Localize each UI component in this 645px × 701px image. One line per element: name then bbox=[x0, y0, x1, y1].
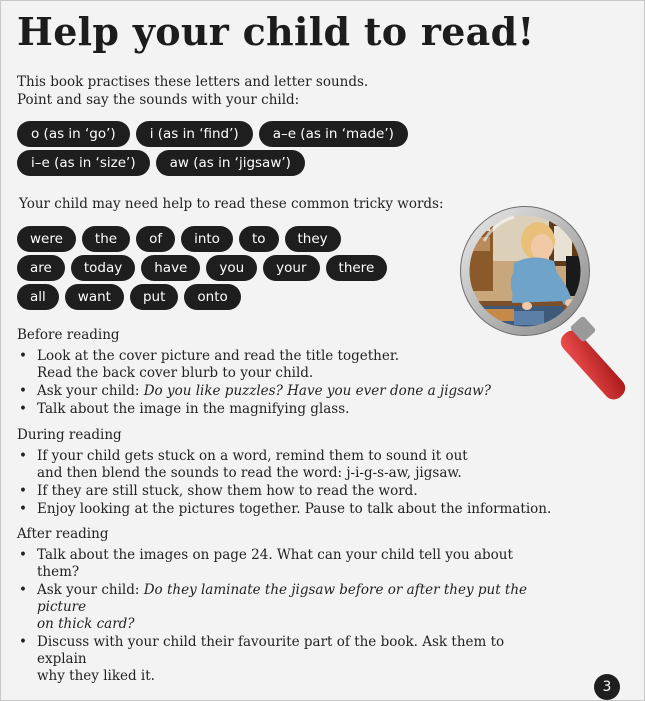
list-item bbox=[17, 448, 557, 482]
tricky-word-pill: of bbox=[136, 226, 175, 252]
tricky-word-pill: today bbox=[71, 255, 135, 281]
list-item bbox=[17, 582, 557, 633]
before-reading-heading: Before reading bbox=[17, 327, 120, 343]
list-item bbox=[17, 483, 557, 500]
bullet-text: Ask your child: bbox=[37, 383, 144, 399]
tricky-word-pill: there bbox=[326, 255, 388, 281]
tricky-word-pill: you bbox=[206, 255, 257, 281]
during-reading-section bbox=[17, 427, 557, 519]
bullet-text: why they liked it. bbox=[37, 668, 155, 684]
bullet-question: on thick card? bbox=[37, 616, 135, 632]
after-reading-section bbox=[17, 526, 557, 686]
bullet-text: Enjoy looking at the pictures together. Pause to talk about the information. bbox=[37, 501, 552, 517]
list-item bbox=[17, 547, 557, 581]
list-item bbox=[17, 401, 557, 418]
intro-line-2: Point and say the sounds with your child: bbox=[17, 92, 300, 108]
bullet-text: Talk about the image in the magnifying glass. bbox=[37, 401, 350, 417]
tricky-word-pill: are bbox=[17, 255, 65, 281]
tricky-word-pill: all bbox=[17, 284, 59, 310]
list-item bbox=[17, 501, 557, 518]
tricky-word-pill: into bbox=[181, 226, 233, 252]
tricky-word-pill: put bbox=[130, 284, 178, 310]
sound-pill: i–e (as in ‘size’) bbox=[17, 150, 150, 176]
tricky-word-pill: have bbox=[141, 255, 200, 281]
bullet-question: Do you like puzzles? Have you ever done a jigsaw? bbox=[143, 383, 491, 399]
bullet-text: If your child gets stuck on a word, remind them to sound it out bbox=[37, 448, 468, 464]
bullet-text: Ask your child: bbox=[37, 582, 144, 598]
tricky-word-pill: the bbox=[82, 226, 130, 252]
list-item bbox=[17, 383, 557, 400]
page-title: Help your child to read! bbox=[17, 9, 535, 54]
sound-pill: aw (as in ‘jigsaw’) bbox=[156, 150, 305, 176]
sound-pill: i (as in ‘find’) bbox=[136, 121, 253, 147]
bullet-question: Do they laminate the jigsaw before or after they put the picture bbox=[37, 582, 528, 615]
intro-text bbox=[17, 73, 368, 109]
list-item bbox=[17, 348, 557, 382]
bullet-text: Look at the cover picture and read the title together. bbox=[37, 348, 400, 364]
bullet-text: Talk about the images on page 24. What can your child tell you about them? bbox=[37, 547, 513, 580]
tricky-word-pill: to bbox=[239, 226, 279, 252]
after-reading-heading: After reading bbox=[17, 526, 109, 542]
sound-pill: a–e (as in ‘made’) bbox=[259, 121, 408, 147]
intro-line-1: This book practises these letters and letter sounds. bbox=[17, 74, 369, 90]
tricky-word-pill: they bbox=[285, 226, 341, 252]
bullet-text: If they are still stuck, show them how to read the word. bbox=[37, 483, 418, 499]
bullet-text: Discuss with your child their favourite part of the book. Ask them to explain bbox=[37, 634, 505, 667]
tricky-word-pill: onto bbox=[184, 284, 240, 310]
tricky-word-pill: were bbox=[17, 226, 76, 252]
tricky-words-label: Your child may need help to read these common tricky words: bbox=[19, 196, 444, 212]
before-reading-section bbox=[17, 327, 557, 419]
tricky-words bbox=[17, 226, 397, 313]
page-number: 3 bbox=[594, 674, 620, 700]
tricky-word-pill: your bbox=[263, 255, 319, 281]
sound-pill: o (as in ‘go’) bbox=[17, 121, 130, 147]
list-item bbox=[17, 634, 557, 685]
bullet-text: Read the back cover blurb to your child. bbox=[37, 365, 314, 381]
bullet-text: and then blend the sounds to read the word: j-i-g-s-aw, jigsaw. bbox=[37, 465, 462, 481]
letter-sounds bbox=[17, 121, 437, 179]
tricky-word-pill: want bbox=[65, 284, 124, 310]
during-reading-heading: During reading bbox=[17, 427, 122, 443]
